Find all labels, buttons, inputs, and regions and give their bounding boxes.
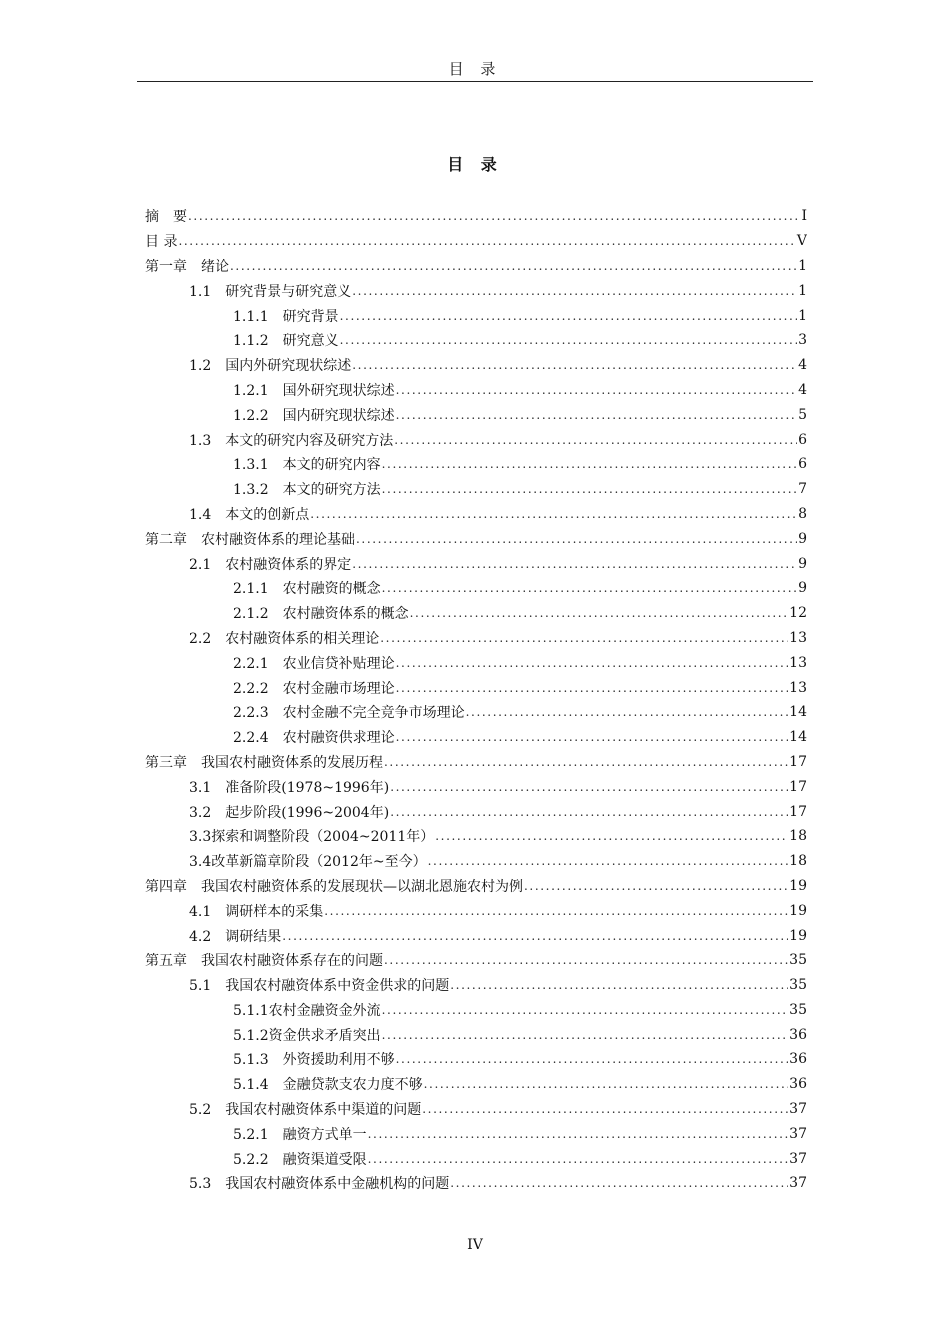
toc-entry-label: 3.2 起步阶段(1996~2004年) <box>189 804 390 821</box>
toc-dot-leader <box>382 581 797 595</box>
toc-entry-page: 37 <box>789 1125 807 1142</box>
toc-dot-leader <box>356 532 797 546</box>
toc-entry-label: 5.2 我国农村融资体系中渠道的问题 <box>189 1102 422 1119</box>
toc-dot-leader <box>450 978 788 992</box>
toc-entry[interactable] <box>145 973 807 998</box>
toc-entry-label: 5.1.3 外资援助利用不够 <box>233 1052 395 1069</box>
toc-entry-label: 第二章 农村融资体系的理论基础 <box>145 531 355 548</box>
toc-entry-label: 1.2.1 国外研究现状综述 <box>233 382 395 399</box>
toc-entry-label: 2.1 农村融资体系的界定 <box>189 556 352 573</box>
toc-dot-leader <box>396 730 789 744</box>
page-number: IV <box>467 1237 483 1253</box>
toc-entry[interactable] <box>145 650 807 675</box>
toc-entry-page: 3 <box>798 332 807 349</box>
toc-dot-leader <box>396 408 797 422</box>
toc-entry-label: 2.2 农村融资体系的相关理论 <box>189 630 380 647</box>
toc-entry-label: 摘 要 <box>145 209 187 226</box>
toc-entry[interactable] <box>145 874 807 899</box>
toc-dot-leader <box>396 383 797 397</box>
toc-dot-leader <box>390 780 788 794</box>
header-rule <box>137 81 813 82</box>
toc-entry-page: V <box>796 233 807 250</box>
toc-dot-leader <box>524 879 788 893</box>
toc-dot-leader <box>435 829 788 843</box>
toc-entry-page: 6 <box>798 431 807 448</box>
toc-entry-label: 4.2 调研结果 <box>189 928 282 945</box>
toc-dot-leader <box>382 1003 789 1017</box>
toc-entry-page: 36 <box>789 1076 807 1093</box>
toc-entry[interactable] <box>145 328 807 353</box>
toc-entry-label: 5.2.1 融资方式单一 <box>233 1126 367 1143</box>
toc-entry[interactable] <box>145 452 807 477</box>
toc-entry-label: 第三章 我国农村融资体系的发展历程 <box>145 754 383 771</box>
toc-entry[interactable] <box>145 551 807 576</box>
toc-entry-page: 5 <box>798 406 807 423</box>
toc-entry-label: 4.1 调研样本的采集 <box>189 903 324 920</box>
toc-dot-leader <box>424 1077 789 1091</box>
toc-entry-label: 2.2.1 农业信贷补贴理论 <box>233 655 395 672</box>
toc-entry-page: 35 <box>789 952 807 969</box>
toc-entry-label: 1.2 国内外研究现状综述 <box>189 358 352 375</box>
toc-dot-leader <box>310 507 797 521</box>
toc-dot-leader <box>352 358 797 372</box>
toc-entry[interactable] <box>145 1146 807 1171</box>
toc-entry[interactable] <box>145 1022 807 1047</box>
toc-dot-leader <box>340 309 797 323</box>
toc-entry[interactable] <box>145 303 807 328</box>
toc-entry-label: 1.3 本文的研究内容及研究方法 <box>189 432 394 449</box>
toc-entry-label: 1.3.2 本文的研究方法 <box>233 482 381 499</box>
toc-dot-leader <box>178 234 795 248</box>
page-title: 目 录 <box>447 155 503 174</box>
toc-entry[interactable] <box>145 502 807 527</box>
toc-entry-page: 35 <box>789 977 807 994</box>
toc-entry-page: 35 <box>789 1001 807 1018</box>
toc-entry-page: 36 <box>789 1026 807 1043</box>
toc-dot-leader <box>394 433 797 447</box>
toc-entry-page: 19 <box>789 927 807 944</box>
toc-entry-page: 1 <box>798 282 807 299</box>
toc-entry-page: 13 <box>789 654 807 671</box>
toc-entry-page: 8 <box>798 505 807 522</box>
toc-entry-page: 14 <box>789 729 807 746</box>
toc-entry[interactable] <box>145 1121 807 1146</box>
toc-entry-page: 13 <box>789 629 807 646</box>
toc-entry-label: 5.1.4 金融贷款支农力度不够 <box>233 1077 423 1094</box>
toc-entry[interactable] <box>145 799 807 824</box>
toc-entry-label: 5.1.2资金供求矛盾突出 <box>233 1027 381 1044</box>
toc-dot-leader <box>352 557 797 571</box>
toc-dot-leader <box>450 1176 788 1190</box>
toc-entry[interactable] <box>145 278 807 303</box>
toc-entry-page: 9 <box>798 555 807 572</box>
toc-dot-leader <box>428 854 789 868</box>
toc-dot-leader <box>466 705 789 719</box>
toc-entry-page: 19 <box>789 902 807 919</box>
toc-dot-leader <box>188 209 800 223</box>
toc-entry-page: 18 <box>789 853 807 870</box>
toc-entry-label: 2.1.1 农村融资的概念 <box>233 581 381 598</box>
toc-entry-label: 1.3.1 本文的研究内容 <box>233 457 381 474</box>
toc-entry-page: 4 <box>798 381 807 398</box>
toc-entry[interactable] <box>145 1171 807 1196</box>
toc-dot-leader <box>380 631 788 645</box>
toc-dot-leader <box>396 681 789 695</box>
toc-dot-leader <box>352 284 797 298</box>
toc-entry[interactable] <box>145 725 807 750</box>
toc-entry[interactable] <box>145 576 807 601</box>
toc-entry[interactable] <box>145 700 807 725</box>
toc-entry[interactable] <box>145 526 807 551</box>
toc-dot-leader <box>384 953 788 967</box>
toc-dot-leader <box>282 929 788 943</box>
toc-dot-leader <box>368 1152 789 1166</box>
toc-entry-label: 5.1.1农村金融资金外流 <box>233 1002 381 1019</box>
toc-entry[interactable] <box>145 750 807 775</box>
toc-dot-leader <box>384 755 788 769</box>
toc-entry-page: 17 <box>789 753 807 770</box>
toc-entry-page: 12 <box>789 605 807 622</box>
toc-entry[interactable] <box>145 849 807 874</box>
toc-entry-label: 3.3探索和调整阶段（2004~2011年） <box>189 829 435 846</box>
toc-dot-leader <box>410 606 789 620</box>
toc-entry[interactable] <box>145 402 807 427</box>
toc-entry[interactable] <box>145 998 807 1023</box>
toc-entry-label: 5.3 我国农村融资体系中金融机构的问题 <box>189 1176 450 1193</box>
toc-dot-leader <box>382 482 797 496</box>
toc-entry-label: 1.1 研究背景与研究意义 <box>189 283 352 300</box>
toc-dot-leader <box>396 1052 789 1066</box>
toc-entry-page: 13 <box>789 679 807 696</box>
toc-entry-label: 1.1.2 研究意义 <box>233 333 339 350</box>
toc-entry-label: 2.2.3 农村金融不完全竞争市场理论 <box>233 705 465 722</box>
toc-entry[interactable] <box>145 824 807 849</box>
toc-dot-leader <box>368 1127 789 1141</box>
toc-entry-label: 3.1 准备阶段(1978~1996年) <box>189 779 390 796</box>
toc-entry[interactable] <box>145 898 807 923</box>
toc-entry[interactable] <box>145 229 807 254</box>
toc-entry[interactable] <box>145 774 807 799</box>
toc-entry[interactable] <box>145 948 807 973</box>
toc-entry-page: 18 <box>789 828 807 845</box>
toc-entry[interactable] <box>145 923 807 948</box>
toc-entry[interactable] <box>145 601 807 626</box>
toc-entry-label: 第五章 我国农村融资体系存在的问题 <box>145 953 383 970</box>
toc-entry[interactable] <box>145 353 807 378</box>
toc-dot-leader <box>382 1028 789 1042</box>
toc-entry-label: 1.4 本文的创新点 <box>189 506 310 523</box>
toc-entry-label: 1.2.2 国内研究现状综述 <box>233 407 395 424</box>
table-of-contents <box>145 204 807 1196</box>
toc-entry-page: 1 <box>798 307 807 324</box>
toc-dot-leader <box>324 904 788 918</box>
toc-entry[interactable] <box>145 204 807 229</box>
toc-entry[interactable] <box>145 378 807 403</box>
toc-entry-page: 36 <box>789 1051 807 1068</box>
toc-entry-page: 37 <box>789 1175 807 1192</box>
toc-entry-label: 1.1.1 研究背景 <box>233 308 339 325</box>
toc-entry[interactable] <box>145 1047 807 1072</box>
toc-entry[interactable] <box>145 675 807 700</box>
toc-entry-label: 5.2.2 融资渠道受限 <box>233 1151 367 1168</box>
toc-dot-leader <box>340 333 797 347</box>
toc-entry[interactable] <box>145 427 807 452</box>
toc-entry-label: 第四章 我国农村融资体系的发展现状—以湖北恩施农村为例 <box>145 878 523 895</box>
toc-dot-leader <box>422 1102 788 1116</box>
toc-entry-label: 2.1.2 农村融资体系的概念 <box>233 606 409 623</box>
toc-dot-leader <box>390 805 788 819</box>
running-header-title: 目 录 <box>448 60 502 78</box>
toc-entry-page: 17 <box>789 803 807 820</box>
toc-entry-page: 37 <box>789 1150 807 1167</box>
toc-entry-page: 1 <box>798 257 807 274</box>
toc-entry-label: 2.2.4 农村融资供求理论 <box>233 730 395 747</box>
toc-entry-label: 2.2.2 农村金融市场理论 <box>233 680 395 697</box>
toc-entry-label: 目 录 <box>145 234 178 251</box>
toc-dot-leader <box>230 259 797 273</box>
toc-entry-page: 37 <box>789 1101 807 1118</box>
toc-entry-page: 6 <box>798 456 807 473</box>
toc-entry-page: 4 <box>798 357 807 374</box>
toc-entry-page: 7 <box>798 481 807 498</box>
toc-entry-page: 19 <box>789 877 807 894</box>
toc-entry[interactable] <box>145 254 807 279</box>
toc-entry[interactable] <box>145 626 807 651</box>
toc-entry-label: 5.1 我国农村融资体系中资金供求的问题 <box>189 978 450 995</box>
toc-entry-label: 3.4改革新篇章阶段（2012年~至今） <box>189 854 427 871</box>
toc-entry[interactable] <box>145 1097 807 1122</box>
toc-entry-label: 第一章 绪论 <box>145 258 229 275</box>
toc-dot-leader <box>396 656 789 670</box>
toc-entry-page: 9 <box>798 530 807 547</box>
toc-entry-page: 9 <box>798 580 807 597</box>
toc-entry-page: I <box>801 208 807 225</box>
toc-entry[interactable] <box>145 1072 807 1097</box>
toc-dot-leader <box>382 457 797 471</box>
toc-entry-page: 17 <box>789 778 807 795</box>
toc-entry-page: 14 <box>789 704 807 721</box>
toc-entry[interactable] <box>145 477 807 502</box>
